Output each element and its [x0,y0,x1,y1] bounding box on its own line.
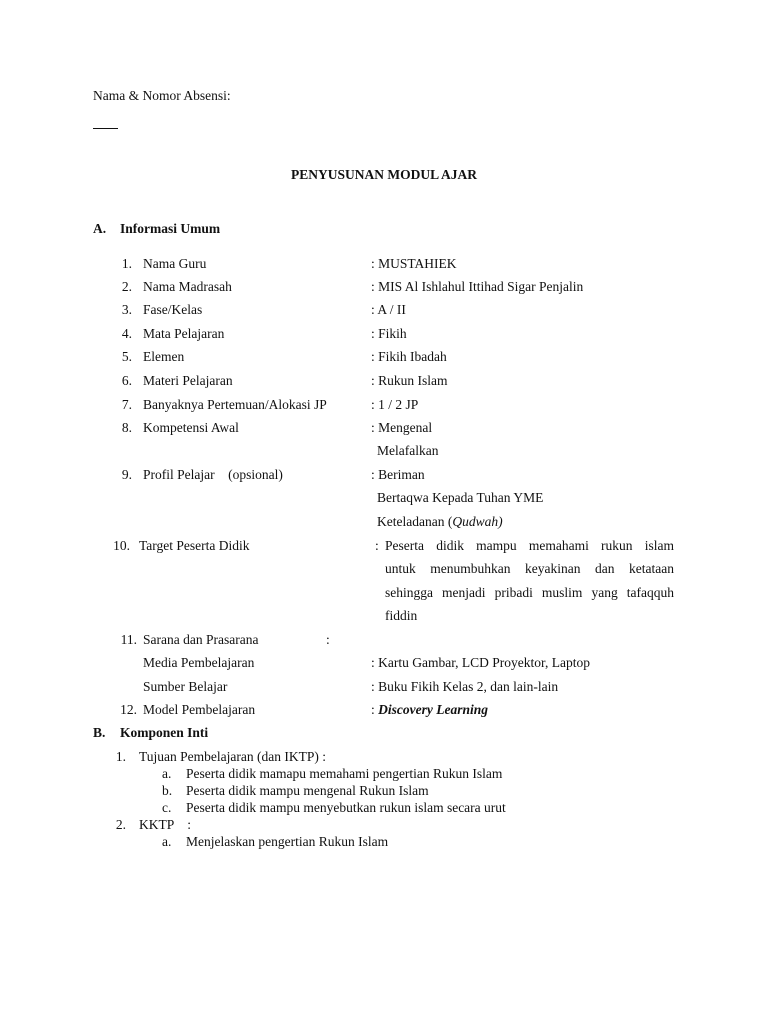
item-number: 1. [115,749,126,764]
sub-item-text: Peserta didik mampu menyebutkan rukun islam secara urut [186,800,506,815]
sub-letter: c. [162,800,172,815]
item-value-continued: Bertaqwa Kepada Tuhan YME [377,490,544,505]
item-number: 9. [121,467,132,482]
item-number: 4. [121,326,132,341]
sub-item-text: Menjelaskan pengertian Rukun Islam [186,834,389,849]
sub-letter: b. [162,783,173,798]
section-b-marker: B. [93,725,106,740]
item-value: : 1 / 2 JP [371,397,419,412]
sub-letter: a. [162,766,172,781]
value-colon: : [371,702,379,717]
sub-item-text: Peserta didik mampu mengenal Rukun Islam [186,783,429,798]
item-value: : Fikih Ibadah [371,349,447,364]
target-line: fiddin [385,608,418,623]
item-number: 2. [121,279,132,294]
item-value: : Beriman [371,467,425,482]
item-number: 5. [121,349,132,364]
name-number-label: Nama & Nomor Absensi: [93,88,231,103]
item-value: : A / II [371,302,406,317]
item-label: Profil Pelajar (opsional) [143,467,283,482]
item-colon: : [375,538,379,553]
item-value: : Buku Fikih Kelas 2, dan lain-lain [371,679,559,694]
item-sublabel: Media Pembelajaran [143,655,255,670]
item-number: 2. [115,817,126,832]
item-value [371,702,488,718]
item-value: : MIS Al Ishlahul Ittihad Sigar Penjalin [371,279,584,294]
item-value: : Rukun Islam [371,373,448,388]
item-label: Model Pembelajaran [143,702,256,717]
item-colon: : [326,632,330,647]
item-sublabel: Sumber Belajar [143,679,228,694]
target-line: sehingga menjadi pribadi muslim yang tafaqquh [385,585,674,600]
item-label: Materi Pelajaran [143,373,233,388]
item-label: Sarana dan Prasarana [143,632,259,647]
section-a-marker: A. [93,221,107,236]
item-number: 1. [121,256,132,271]
learning-model-value: Discovery Learning [378,702,488,717]
item-value: : MUSTAHIEK [371,256,457,271]
item-number: 7. [121,397,132,412]
value-italic-text: Qudwah) [452,514,503,529]
item-label: Target Peserta Didik [139,538,250,553]
item-label: KKTP : [139,817,192,832]
sub-letter: a. [162,834,172,849]
item-number: 8. [121,420,132,435]
item-value: : Fikih [371,326,407,341]
item-label: Mata Pelajaran [143,326,225,341]
page-title: PENYUSUNAN MODUL AJAR [290,167,477,182]
section-a-heading: Informasi Umum [120,221,221,236]
item-number: 11. [120,632,137,647]
target-line: Peserta didik mampu memahami rukun islam [385,538,674,553]
section-b-heading: Komponen Inti [120,725,209,740]
item-value: : Kartu Gambar, LCD Proyektor, Laptop [371,655,590,670]
item-label: Nama Madrasah [143,279,232,294]
item-label: Banyaknya Pertemuan/Alokasi JP [143,397,327,412]
item-value-continued: Melafalkan [377,443,439,458]
item-label: Fase/Kelas [143,302,203,317]
item-number: 12. [120,702,137,717]
item-number: 10. [113,538,130,553]
item-value-continued [377,514,503,530]
item-label: Elemen [143,349,185,364]
blank-line [93,128,118,129]
sub-item-text: Peserta didik mamapu memahami pengertian Rukun Islam [186,766,503,781]
item-value: : Mengenal [371,420,433,435]
target-line: untuk menumbuhkan keyakinan dan ketataan [385,561,674,576]
item-label: Tujuan Pembelajaran (dan IKTP) : [139,749,326,764]
item-label: Nama Guru [143,256,207,271]
item-label: Kompetensi Awal [143,420,239,435]
item-number: 3. [121,302,132,317]
item-number: 6. [121,373,132,388]
value-text: Keteladanan ( [377,514,453,529]
